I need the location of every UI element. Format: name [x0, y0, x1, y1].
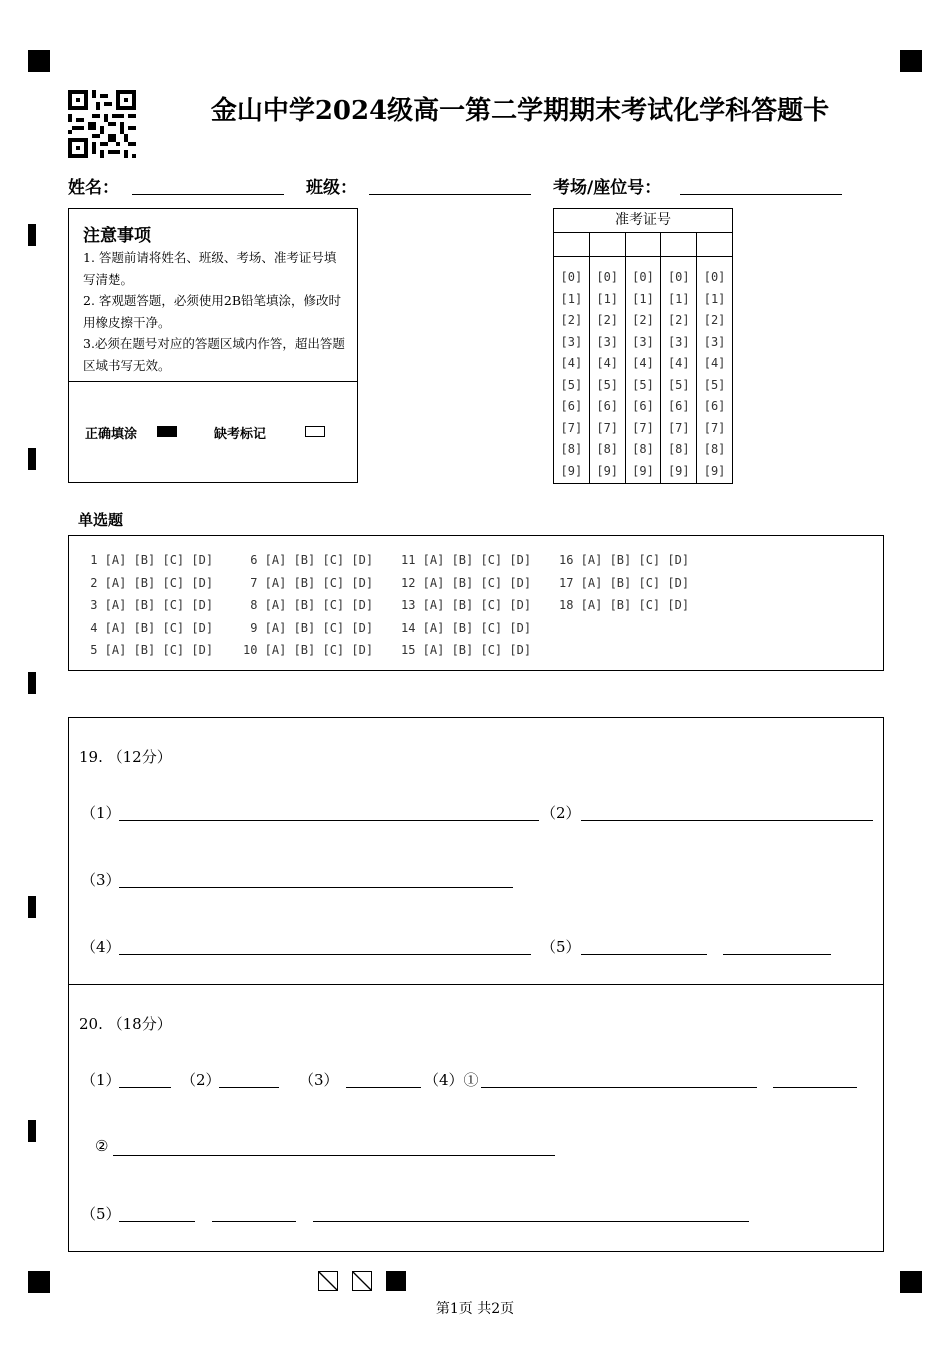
side-mark — [28, 672, 36, 694]
mc-column[interactable]: 1 [A] [B] [C] [D] 2 [A] [B] [C] [D] 3 [A] [B] [C] [D] 4 [A] [B] [C] [D] 5 [A] [B] [C] [D] — [90, 553, 214, 657]
admission-digit-input[interactable] — [626, 233, 661, 257]
side-mark — [28, 896, 36, 918]
admission-digit-input[interactable] — [590, 233, 625, 257]
q20-part-4-label: （4）① — [424, 1071, 479, 1089]
q20-part-4b-answer[interactable] — [113, 1155, 555, 1156]
admission-column — [590, 233, 626, 484]
mc-column[interactable]: 11 [A] [B] [C] [D] 12 [A] [B] [C] [D] 13 [A] [B] [C] [D] 14 [A] [B] [C] [D] 15 [A] [B] [C] [D] — [401, 553, 532, 657]
question-19-box — [68, 717, 884, 985]
name-label: 姓名： — [68, 178, 119, 198]
qr-code-icon — [68, 90, 136, 158]
notice-item: 1. 答题前请将姓名、班级、考场、准考证号填写清楚。 — [83, 250, 337, 287]
question-19-title: 19. （12分） — [79, 748, 172, 766]
question-20-title: 20. （18分） — [79, 1015, 172, 1033]
q20-part-5-label: （5） — [81, 1205, 121, 1223]
q19-part-1-label: （1） — [81, 804, 121, 822]
mc-column[interactable]: 6 [A] [B] [C] [D] 7 [A] [B] [C] [D] 8 [A] [B] [C] [D] 9 [A] [B] [C] [D] 10 [A] [B] [C] [D] — [243, 553, 374, 657]
corner-mark-top-right — [900, 50, 922, 72]
page-title: 金山中学2024级高一第二学期期末考试化学科答题卡 — [210, 96, 830, 126]
notice-heading: 注意事项 — [83, 226, 151, 246]
correct-fill-sample — [157, 426, 177, 437]
seat-field[interactable] — [680, 194, 842, 195]
admission-digit-options[interactable]: [0] [1] [2] [3] [4] [5] [6] [7] [8] [9] — [632, 270, 654, 478]
seat-label: 考场/座位号： — [553, 178, 662, 198]
corner-mark-bottom-right — [900, 1271, 922, 1293]
notice-divider — [69, 381, 357, 382]
page-marker-slash-icon — [352, 1271, 372, 1291]
admission-digit-options[interactable]: [0] [1] [2] [3] [4] [5] [6] [7] [8] [9] — [703, 270, 726, 478]
q19-part-3-label: （3） — [81, 871, 121, 889]
mc-answer-box — [68, 535, 884, 671]
side-mark — [28, 448, 36, 470]
admission-digit-input[interactable] — [554, 233, 589, 257]
admission-column — [554, 233, 590, 484]
corner-mark-top-left — [28, 50, 50, 72]
correct-fill-label: 正确填涂 — [85, 427, 138, 442]
notice-item: 2. 客观题答题，必须使用2B铅笔填涂，修改时用橡皮擦干净。 — [83, 293, 342, 330]
q20-part-2-label: （2） — [181, 1071, 221, 1089]
q20-part-1-answer[interactable] — [119, 1087, 171, 1088]
q19-part-5-answer-b[interactable] — [723, 954, 831, 955]
corner-mark-bottom-left — [28, 1271, 50, 1293]
q20-part-1-label: （1） — [81, 1071, 121, 1089]
q19-part-4-answer[interactable] — [119, 954, 531, 955]
admission-digit-options[interactable]: [0] [1] [2] [3] [4] [5] [6] [7] [8] [9] — [560, 270, 583, 478]
page-marker-slash-icon — [318, 1271, 338, 1291]
page-footer: 第1页 共2页 — [435, 1301, 515, 1317]
q20-part-3-answer[interactable] — [346, 1087, 421, 1088]
mc-column[interactable]: 16 [A] [B] [C] [D] 17 [A] [B] [C] [D] 18 [A] [B] [C] [D] — [559, 553, 690, 612]
admission-digit-options[interactable]: [0] [1] [2] [3] [4] [5] [6] [7] [8] [9] — [667, 270, 690, 478]
side-mark — [28, 1120, 36, 1142]
absent-mark-label: 缺考标记 — [214, 427, 267, 442]
admission-column — [661, 233, 697, 484]
q20-part-5-answer-c[interactable] — [313, 1221, 749, 1222]
q19-part-2-answer[interactable] — [581, 820, 873, 821]
admission-digit-input[interactable] — [661, 233, 696, 257]
notice-text — [83, 247, 345, 376]
q20-part-5-answer-a[interactable] — [119, 1221, 195, 1222]
admission-column — [626, 233, 662, 484]
q20-part-4-answer-a[interactable] — [481, 1087, 757, 1088]
admission-digit-input[interactable] — [697, 233, 732, 257]
q19-part-5-answer-a[interactable] — [581, 954, 707, 955]
q19-part-1-answer[interactable] — [119, 820, 539, 821]
mc-section-label: 单选题 — [78, 511, 124, 529]
class-field[interactable] — [369, 194, 531, 195]
absent-mark-box[interactable] — [305, 426, 325, 437]
page-marker-filled-icon — [386, 1271, 406, 1291]
q20-part-5-answer-b[interactable] — [212, 1221, 296, 1222]
q19-part-3-answer[interactable] — [119, 887, 513, 888]
q19-part-4-label: （4） — [81, 938, 121, 956]
q20-part-3-label: （3） — [299, 1071, 339, 1089]
q20-part-4-answer-b[interactable] — [773, 1087, 857, 1088]
q19-part-2-label: （2） — [541, 804, 581, 822]
admission-heading: 准考证号 — [554, 209, 732, 233]
admission-digit-options[interactable]: [0] [1] [2] [3] [4] [5] [6] [7] [8] [9] — [596, 270, 619, 478]
class-label: 班级： — [306, 178, 357, 198]
notice-item: 3.必须在题号对应的答题区域内作答，超出答题区域书写无效。 — [83, 336, 345, 373]
question-20-box — [68, 984, 884, 1252]
side-mark — [28, 224, 36, 246]
admission-number-grid — [553, 208, 733, 484]
admission-column — [697, 233, 732, 484]
notice-box — [68, 208, 358, 483]
q19-part-5-label: （5） — [541, 938, 581, 956]
q20-part-2-answer[interactable] — [219, 1087, 279, 1088]
q20-part-4b-label: ② — [95, 1137, 109, 1155]
name-field[interactable] — [132, 194, 284, 195]
